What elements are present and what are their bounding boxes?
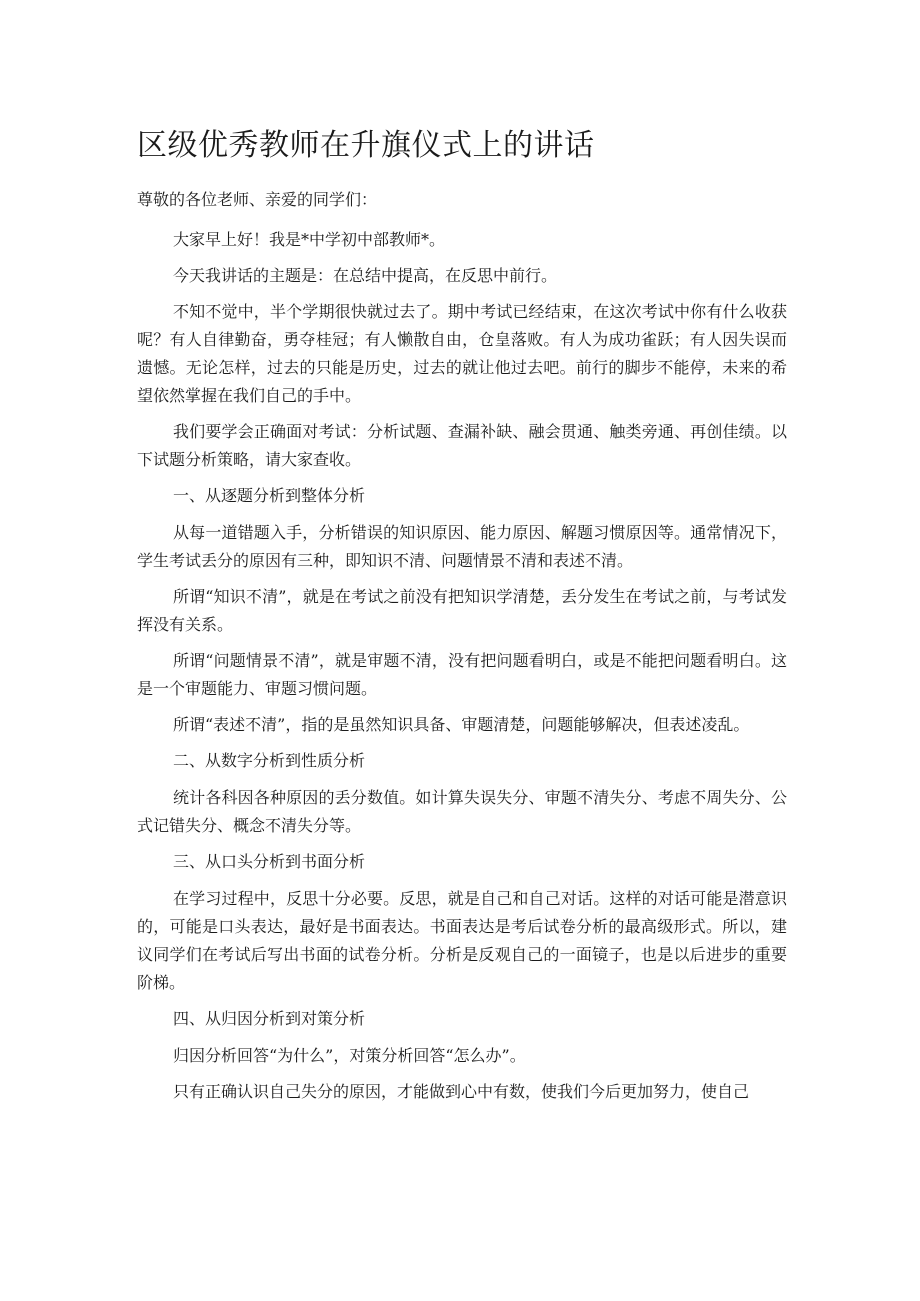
paragraph-analysis-intro: 我们要学会正确面对考试：分析试题、查漏补缺、融会贯通、触类旁通、再创佳绩。以下试题分析策略，请大家查收。 [137, 422, 787, 469]
paragraph-knowledge-unclear: 所谓“知识不清”，就是在考试之前没有把知识学清楚，丢分发生在考试之前，与考试发挥没有关系。 [137, 587, 787, 634]
paragraph-written-reflection: 在学习过程中，反思十分必要。反思，就是自己和自己对话。这样的对话可能是潜意识的，可能是口头表达，最好是书面表达。书面表达是考后试卷分析的最高级形式。所以，建议同学们在考试后写出书面的试卷分析。分析是反观自己的一面镜子，也是以后进步的重要阶梯。 [137, 889, 787, 992]
section-heading-4: 四、从归因分析到对策分析 [173, 1009, 366, 1028]
paragraph-opening: 大家早上好！我是*中学初中部教师*。 [173, 230, 446, 249]
paragraph-why-and-how: 归因分析回答“为什么”，对策分析回答“怎么办”。 [173, 1046, 526, 1065]
section-heading-3: 三、从口头分析到书面分析 [173, 852, 366, 871]
paragraph-closing-partial: 只有正确认识自己失分的原因，才能做到心中有数，使我们今后更加努力，使自己 [173, 1082, 750, 1101]
paragraph-context-unclear: 所谓“问题情景不清”，就是审题不清，没有把问题看明白，或是不能把问题看明白。这是一个审题能力、审题习惯问题。 [137, 651, 787, 698]
paragraph-error-causes: 从每一道错题入手，分析错误的知识原因、能力原因、解题习惯原因等。通常情况下，学生考试丢分的原因有三种，即知识不清、问题情景不清和表述不清。 [137, 523, 787, 570]
document-body [137, 186, 787, 1114]
section-heading-2: 二、从数字分析到性质分析 [173, 751, 366, 770]
document-title: 区级优秀教师在升旗仪式上的讲话 [137, 128, 595, 163]
paragraph-expression-unclear: 所谓“表述不清”，指的是虽然知识具备、审题清楚，问题能够解决，但表述凌乱。 [173, 715, 750, 734]
paragraph-theme: 今天我讲话的主题是：在总结中提高，在反思中前行。 [173, 266, 558, 285]
greeting: 尊敬的各位老师、亲爱的同学们： [137, 190, 378, 209]
paragraph-midterm-reflection: 不知不觉中，半个学期很快就过去了。期中考试已经结束，在这次考试中你有什么收获呢？有人自律勤奋，勇夺桂冠；有人懒散自由，仓皇落败。有人为成功雀跃；有人因失误而遗憾。无论怎样，过去的只能是历史，过去的就让他过去吧。前行的脚步不能停，未来的希望依然掌握在我们自己的手中。 [137, 302, 787, 405]
paragraph-score-statistics: 统计各科因各种原因的丢分数值。如计算失误失分、审题不清失分、考虑不周失分、公式记错失分、概念不清失分等。 [137, 788, 787, 835]
section-heading-1: 一、从逐题分析到整体分析 [173, 486, 366, 505]
